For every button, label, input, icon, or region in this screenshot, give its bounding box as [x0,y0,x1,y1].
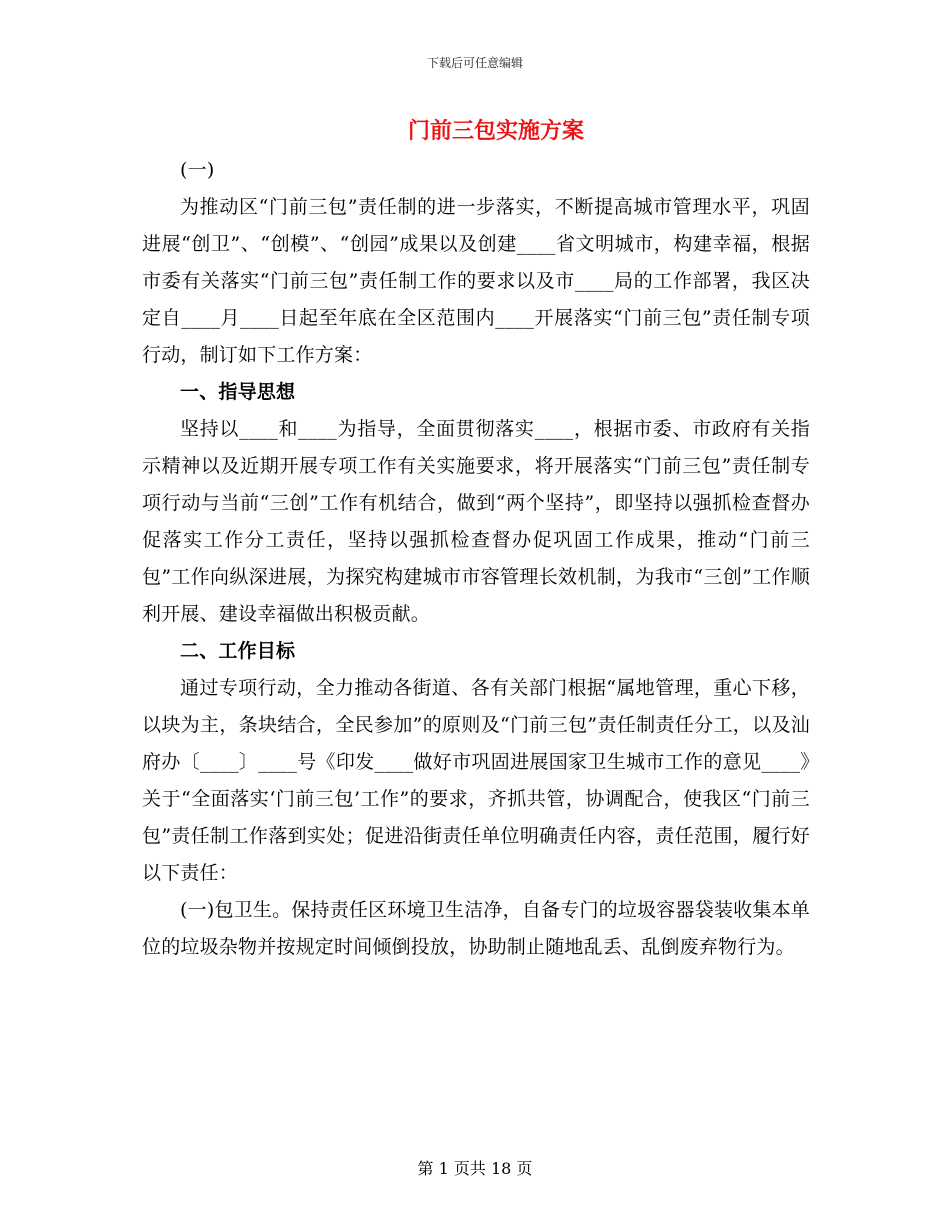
document-body [142,152,810,966]
heading-guiding-thought: 一、指导思想 [180,381,296,403]
page-header-note: 下载后可任意编辑 [426,56,523,70]
heading-work-goals: 二、工作目标 [180,640,296,662]
intro-paragraph: 为推动区“门前三包”责任制的进一步落实，不断提高城市管理水平，巩固进展“创卫”、“创模”、“创园”成果以及创建____省文明城市，构建幸福，根据市委有关落实“门前三包”责任制工作的要求以及市____局的工作部署，我区决定自____月____日起至年底在全区范围内____开展落实“门前三包”责任制专项行动，制订如下工作方案： [142,196,810,366]
goals-paragraph: 通过专项行动，全力推动各街道、各有关部门根据“属地管理，重心下移，以块为主，条块结合，全民参加”的原则及“门前三包”责任制责任分工，以及汕府办〔____〕____号《印发____做好市巩固进展国家卫生城市工作的意见____》关于“全面落实‘门前三包’工作”的要求，齐抓共管，协调配合，使我区“门前三包”责任制工作落到实处；促进沿街责任单位明确责任内容，责任范围，履行好以下责任： [142,677,810,884]
guiding-paragraph: 坚持以____和____为指导，全面贯彻落实____，根据市委、市政府有关指示精神以及近期开展专项工作有关实施要求，将开展落实“门前三包”责任制专项行动与当前“三创”工作有机结合，做到“两个坚持”，即坚持以强抓检查督办促落实工作分工责任，坚持以强抓检查督办促巩固工作成果，推动“门前三包”工作向纵深进展，为探究构建城市市容管理长效机制，为我市“三创”工作顺利开展、建设幸福做出积极贡献。 [142,418,810,625]
section-marker: (一) [180,159,215,181]
item-hygiene-paragraph: (一)包卫生。保持责任区环境卫生洁净，自备专门的垃圾容器袋装收集本单位的垃圾杂物并按规定时间倾倒投放，协助制止随地乱丢、乱倒废弃物行为。 [142,899,810,958]
document-title: 门前三包实施方案 [407,118,584,144]
page-footer: 第 1 页共 18 页 [417,1159,533,1178]
